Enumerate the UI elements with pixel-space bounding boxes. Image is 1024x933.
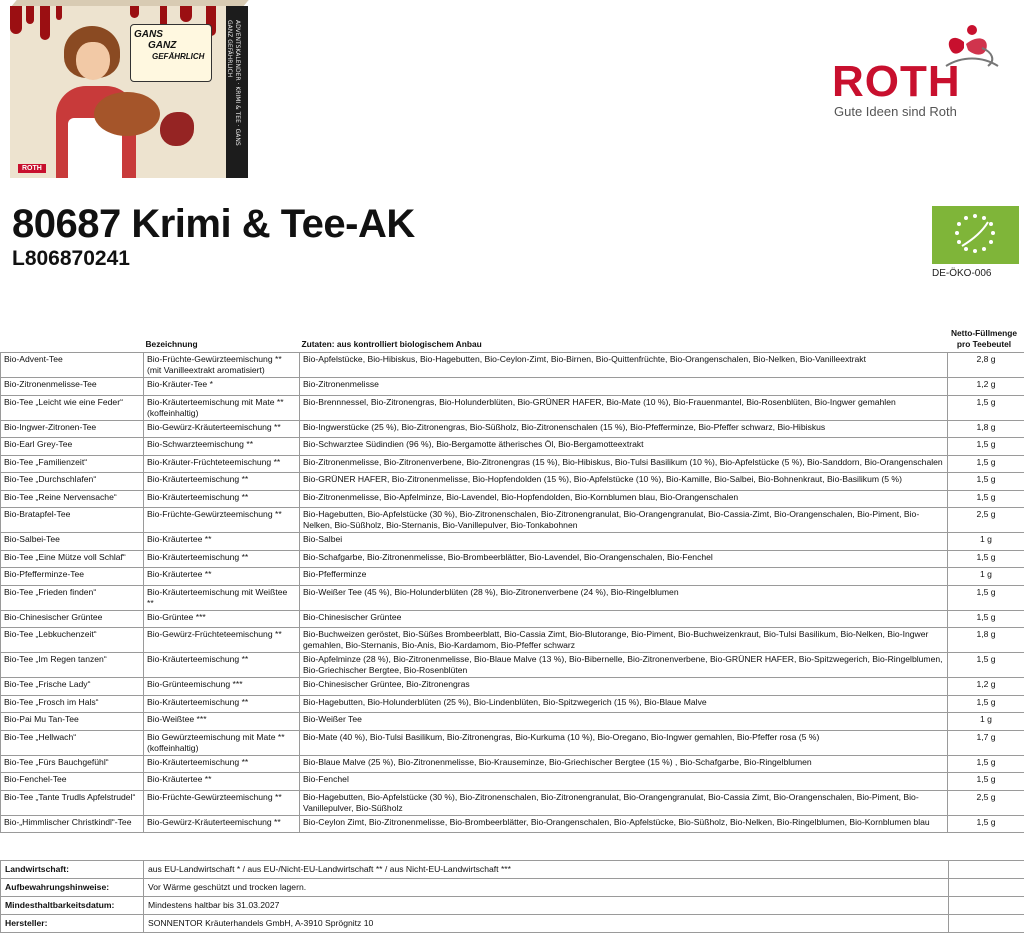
box-side-text: ADVENTSKALENDER · KRIMI & TEE · GANS GANZ GEFÄHRLICH [226,20,241,146]
cell-tea-name: Bio-Earl Grey-Tee [1,438,144,456]
roast-turkey [94,92,160,136]
cell-bezeichnung: Bio-Kräuterteemischung ** [144,695,300,713]
cell-netto: 1,2 g [948,678,1024,696]
table-row [1,420,1024,438]
cell-zutaten: Bio-Brennnessel, Bio-Zitronengras, Bio-Holunderblüten, Bio-GRÜNER HAFER, Bio-Mate (10 %), Bio-Frauenmantel, Bio-Rosenblüten, Bio-Ingwer gemahlen [300,395,948,420]
table-row [1,455,1024,473]
product-info-table [0,860,1024,933]
cell-tea-name: Bio-Tee „Eine Mütze voll Schlaf“ [1,550,144,568]
cell-netto: 1,5 g [948,490,1024,508]
cell-netto: 1,5 g [948,585,1024,610]
cell-bezeichnung: Bio-Gewürz-Kräuterteemischung ** [144,815,300,833]
cell-bezeichnung: Bio-Kräuterteemischung ** [144,550,300,568]
cell-bezeichnung: Bio-Kräuter-Früchteteemischung ** [144,455,300,473]
brand-tagline: Gute Ideen sind Roth [834,104,957,119]
cell-zutaten: Bio-Apfelminze (28 %), Bio-Zitronenmelisse, Bio-Blaue Malve (13 %), Bio-Bibernelle, Bio-Zitronenverbene, Bio-GRÜNER HAFER, Bio-Spitzwegerich, Bio-Ringelblumen, Bio-Griechischer Bergtee, Bio-Rosenblüten [300,653,948,678]
cell-zutaten: Bio-Weißer Tee [300,713,948,731]
cell-tea-name: Bio-Ingwer-Zitronen-Tee [1,420,144,438]
cell-bezeichnung: Bio-Früchte-Gewürzteemischung ** [144,508,300,533]
cell-netto: 1,5 g [948,610,1024,628]
table-row [1,550,1024,568]
box-side [226,6,248,178]
cell-tea-name: Bio-Tee „Lebkuchenzeit“ [1,628,144,653]
cell-tea-name: Bio-Tee „Im Regen tanzen“ [1,653,144,678]
cell-bezeichnung: Bio-Kräuterteemischung ** [144,653,300,678]
table-row [1,568,1024,586]
table-row [1,585,1024,610]
table-row [1,508,1024,533]
cell-bezeichnung: Bio-Früchte-Gewürzteemischung ** [144,790,300,815]
cell-bezeichnung: Bio-Kräutertee ** [144,533,300,551]
cell-tea-name: Bio-Salbei-Tee [1,533,144,551]
table-row [1,610,1024,628]
cell-netto: 1 g [948,533,1024,551]
table-row [1,695,1024,713]
cell-zutaten: Bio-Weißer Tee (45 %), Bio-Holunderblüten (28 %), Bio-Zitronenverbene (24 %), Bio-Ringelblumen [300,585,948,610]
cell-zutaten: Bio-Buchweizen geröstet, Bio-Süßes Brombeerblatt, Bio-Cassia Zimt, Bio-Blutorange, Bio-Piment, Bio-Buchweizenkraut, Bio-Tulsi Basilikum, Bio-Nelken, Bio-Ingwer gemahlen, Bio-Sternanis, Bio-Anis, Bio-Kardamom, Bio-Pfeffer schwarz [300,628,948,653]
cell-zutaten: Bio-Pfefferminze [300,568,948,586]
cell-netto: 1,5 g [948,653,1024,678]
cell-tea-name: Bio-Tee „Tante Trudls Apfelstrudel“ [1,790,144,815]
cell-zutaten: Bio-Zitronenmelisse, Bio-Zitronenverbene, Bio-Zitronengras (15 %), Bio-Hibiskus, Bio-Tulsi Basilikum (10 %), Bio-Apfelstücke (5 %), Bio-Sanddorn, Bio-Orangenschalen [300,455,948,473]
cell-tea-name: Bio-Tee „Frieden finden“ [1,585,144,610]
cell-bezeichnung: Bio-Kräuterteemischung mit Weißtee ** [144,585,300,610]
cell-tea-name: Bio-„Himmlischer Christkindl“-Tee [1,815,144,833]
cell-netto: 2,5 g [948,790,1024,815]
cell-bezeichnung: Bio-Kräutertee ** [144,773,300,791]
cell-tea-name: Bio-Chinesischer Grüntee [1,610,144,628]
cell-netto: 1,5 g [948,695,1024,713]
cell-zutaten: Bio-Chinesischer Grüntee, Bio-Zitronengras [300,678,948,696]
cell-netto: 1,5 g [948,773,1024,791]
cell-netto: 2,8 g [948,353,1024,378]
cell-tea-name: Bio-Tee „Frische Lady“ [1,678,144,696]
cell-netto: 2,5 g [948,508,1024,533]
cell-zutaten: Bio-Apfelstücke, Bio-Hibiskus, Bio-Hagebutten, Bio-Ceylon-Zimt, Bio-Birnen, Bio-Quittenfrüchte, Bio-Orangenschalen, Bio-Nelken, Bio-Vanilleextrakt [300,353,948,378]
roth-logo [832,22,1002,122]
info-value: Mindestens haltbar bis 31.03.2027 [144,897,949,915]
cell-zutaten: Bio-Hagebutten, Bio-Holunderblüten (25 %), Bio-Lindenblüten, Bio-Spitzwegerich (15 %), Bio-Blaue Malve [300,695,948,713]
cell-netto: 1,8 g [948,420,1024,438]
cell-bezeichnung: Bio-Gewürz-Kräuterteemischung ** [144,420,300,438]
cell-zutaten: Bio-Zitronenmelisse, Bio-Apfelminze, Bio-Lavendel, Bio-Hopfendolden, Bio-Kornblumen blau, Bio-Orangenschalen [300,490,948,508]
box-front [10,6,226,178]
table-row [1,713,1024,731]
table-row [1,653,1024,678]
table-row [1,490,1024,508]
table-row [1,773,1024,791]
cell-netto: 1,5 g [948,438,1024,456]
cell-netto: 1,8 g [948,628,1024,653]
info-label: Hersteller: [1,915,144,933]
cell-tea-name: Bio-Pfefferminze-Tee [1,568,144,586]
info-empty [949,897,1024,915]
cell-netto: 1 g [948,713,1024,731]
table-row [1,815,1024,833]
cell-netto: 1,5 g [948,755,1024,773]
info-label: Mindesthaltbarkeitsdatum: [1,897,144,915]
cell-bezeichnung: Bio-Gewürz-Früchteteemischung ** [144,628,300,653]
cell-zutaten: Bio-Ingwerstücke (25 %), Bio-Zitronengras, Bio-Süßholz, Bio-Zitronenschalen (15 %), Bio-Pfefferminze, Bio-Pfeffer schwarz, Bio-Hibiskus [300,420,948,438]
cell-tea-name: Bio-Pai Mu Tan-Tee [1,713,144,731]
cell-zutaten: Bio-Chinesischer Grüntee [300,610,948,628]
info-value: aus EU-Landwirtschaft * / aus EU-/Nicht-EU-Landwirtschaft ** / aus Nicht-EU-Landwirtschaft *** [144,861,949,879]
table-row [1,755,1024,773]
cell-tea-name: Bio-Advent-Tee [1,353,144,378]
ingredients-table [0,328,1024,833]
cell-bezeichnung: Bio-Kräuterteemischung mit Mate ** (koffeinhaltig) [144,395,300,420]
info-row [1,915,1024,933]
cell-netto: 1,7 g [948,730,1024,755]
info-value: SONNENTOR Kräuterhandels GmbH, A-3910 Sprögnitz 10 [144,915,949,933]
header-bezeichnung: Bezeichnung [145,339,198,349]
cell-zutaten: Bio-Schwarztee Südindien (96 %), Bio-Bergamotte ätherisches Öl, Bio-Bergamotteextrakt [300,438,948,456]
table-row [1,395,1024,420]
table-row [1,628,1024,653]
cell-zutaten: Bio-Mate (40 %), Bio-Tulsi Basilikum, Bio-Zitronengras, Bio-Kurkuma (10 %), Bio-Oregano, Bio-Ingwer gemahlen, Bio-Pfeffer rosa (5 %) [300,730,948,755]
table-row [1,353,1024,378]
info-row [1,861,1024,879]
header-zutaten: Zutaten: aus kontrolliert biologischem Anbau [301,339,482,349]
cell-zutaten: Bio-Hagebutten, Bio-Apfelstücke (30 %), Bio-Zitronenschalen, Bio-Zitronengranulat, Bio-Orangengranulat, Bio-Cassia-Zimt, Bio-Orangenschalen, Bio-Piment, Bio-Nelken, Bio-Süßholz, Bio-Sternanis, Bio-Vanillepulver, Bio-Tonkabohnen [300,508,948,533]
cell-bezeichnung: Bio-Grünteemischung *** [144,678,300,696]
cell-zutaten: Bio-Blaue Malve (25 %), Bio-Zitronenmelisse, Bio-Krauseminze, Bio-Griechischer Bergtee (15 %) , Bio-Schafgarbe, Bio-Ringelblumen [300,755,948,773]
cell-zutaten: Bio-GRÜNER HAFER, Bio-Zitronenmelisse, Bio-Hopfendolden (15 %), Bio-Apfelstücke (10 %), Bio-Kamille, Bio-Salbei, Bio-Bohnenkraut, Bio-Basilikum (5 %) [300,473,948,491]
cell-netto: 1,5 g [948,395,1024,420]
cell-zutaten: Bio-Ceylon Zimt, Bio-Zitronenmelisse, Bio-Brombeerblätter, Bio-Orangenschalen, Bio-Apfelstücke, Bio-Süßholz, Bio-Nelken, Bio-Ringelblumen, Bio-Kornblumen blau [300,815,948,833]
product-code: L806870241 [12,247,130,270]
table-row [1,678,1024,696]
header-netto [948,328,1024,353]
table-row [1,438,1024,456]
bloody-handprint [160,112,194,146]
cell-bezeichnung: Bio-Kräuterteemischung ** [144,490,300,508]
cell-bezeichnung: Bio-Grüntee *** [144,610,300,628]
box-brand-label: ROTH [18,164,46,173]
cell-tea-name: Bio-Tee „Leicht wie eine Feder“ [1,395,144,420]
cell-tea-name: Bio-Tee „Frosch im Hals“ [1,695,144,713]
cell-bezeichnung: Bio-Früchte-Gewürzteemischung ** (mit Vanilleextrakt aromatisiert) [144,353,300,378]
eu-organic-leaf-icon [932,206,1019,264]
figure-face [76,42,110,80]
info-label: Landwirtschaft: [1,861,144,879]
cell-tea-name: Bio-Fenchel-Tee [1,773,144,791]
header-name [1,328,144,353]
cell-netto: 1,5 g [948,473,1024,491]
speech-line-2: GANZ [148,40,177,51]
cell-netto: 1,5 g [948,550,1024,568]
cell-tea-name: Bio-Zitronenmelisse-Tee [1,378,144,396]
table-row [1,790,1024,815]
info-row [1,879,1024,897]
cell-netto: 1,5 g [948,455,1024,473]
table-row [1,730,1024,755]
product-box-image [10,0,248,178]
cell-tea-name: Bio-Tee „Hellwach“ [1,730,144,755]
speech-line-3: GEFÄHRLICH [152,52,205,61]
table-row [1,533,1024,551]
cell-bezeichnung: Bio-Weißtee *** [144,713,300,731]
table-row [1,378,1024,396]
table-row [1,473,1024,491]
cell-netto: 1,5 g [948,815,1024,833]
cell-zutaten: Bio-Fenchel [300,773,948,791]
cell-bezeichnung: Bio-Schwarzteemischung ** [144,438,300,456]
header-netto-line2: pro Teebeutel [956,339,1012,349]
cell-bezeichnung: Bio-Kräuterteemischung ** [144,755,300,773]
cell-tea-name: Bio-Tee „Fürs Bauchgefühl“ [1,755,144,773]
cell-tea-name: Bio-Tee „Familienzeit“ [1,455,144,473]
cell-zutaten: Bio-Schafgarbe, Bio-Zitronenmelisse, Bio-Brombeerblätter, Bio-Lavendel, Bio-Orangenschalen, Bio-Fenchel [300,550,948,568]
info-value: Vor Wärme geschützt und trocken lagern. [144,879,949,897]
info-empty [949,861,1024,879]
cell-netto: 1,2 g [948,378,1024,396]
cell-bezeichnung: Bio Gewürzteemischung mit Mate ** (koffeinhaltig) [144,730,300,755]
cell-bezeichnung: Bio-Kräutertee ** [144,568,300,586]
header-netto-line1: Netto-Füllmenge [950,328,1018,338]
info-empty [949,879,1024,897]
cell-bezeichnung: Bio-Kräuterteemischung ** [144,473,300,491]
cell-tea-name: Bio-Tee „Durchschlafen“ [1,473,144,491]
info-row [1,897,1024,915]
cell-zutaten: Bio-Hagebutten, Bio-Apfelstücke (30 %), Bio-Zitronenschalen, Bio-Zitronengranulat, Bio-Orangengranulat, Bio-Cassia Zimt, Bio-Orangenschalen, Bio-Piment, Bio-Vanillepulver, Bio-Süßholz [300,790,948,815]
brand-name: ROTH [832,57,961,106]
cell-zutaten: Bio-Zitronenmelisse [300,378,948,396]
cell-zutaten: Bio-Salbei [300,533,948,551]
info-label: Aufbewahrungshinweise: [1,879,144,897]
cell-netto: 1 g [948,568,1024,586]
info-empty [949,915,1024,933]
organic-control-code: DE-ÖKO-006 [932,268,992,279]
product-title: 80687 Krimi & Tee-AK [12,202,415,246]
cell-tea-name: Bio-Bratapfel-Tee [1,508,144,533]
box-speech-bubble [130,24,212,82]
cell-tea-name: Bio-Tee „Reine Nervensache“ [1,490,144,508]
cell-bezeichnung: Bio-Kräuter-Tee * [144,378,300,396]
speech-line-1: GANS [134,29,163,40]
